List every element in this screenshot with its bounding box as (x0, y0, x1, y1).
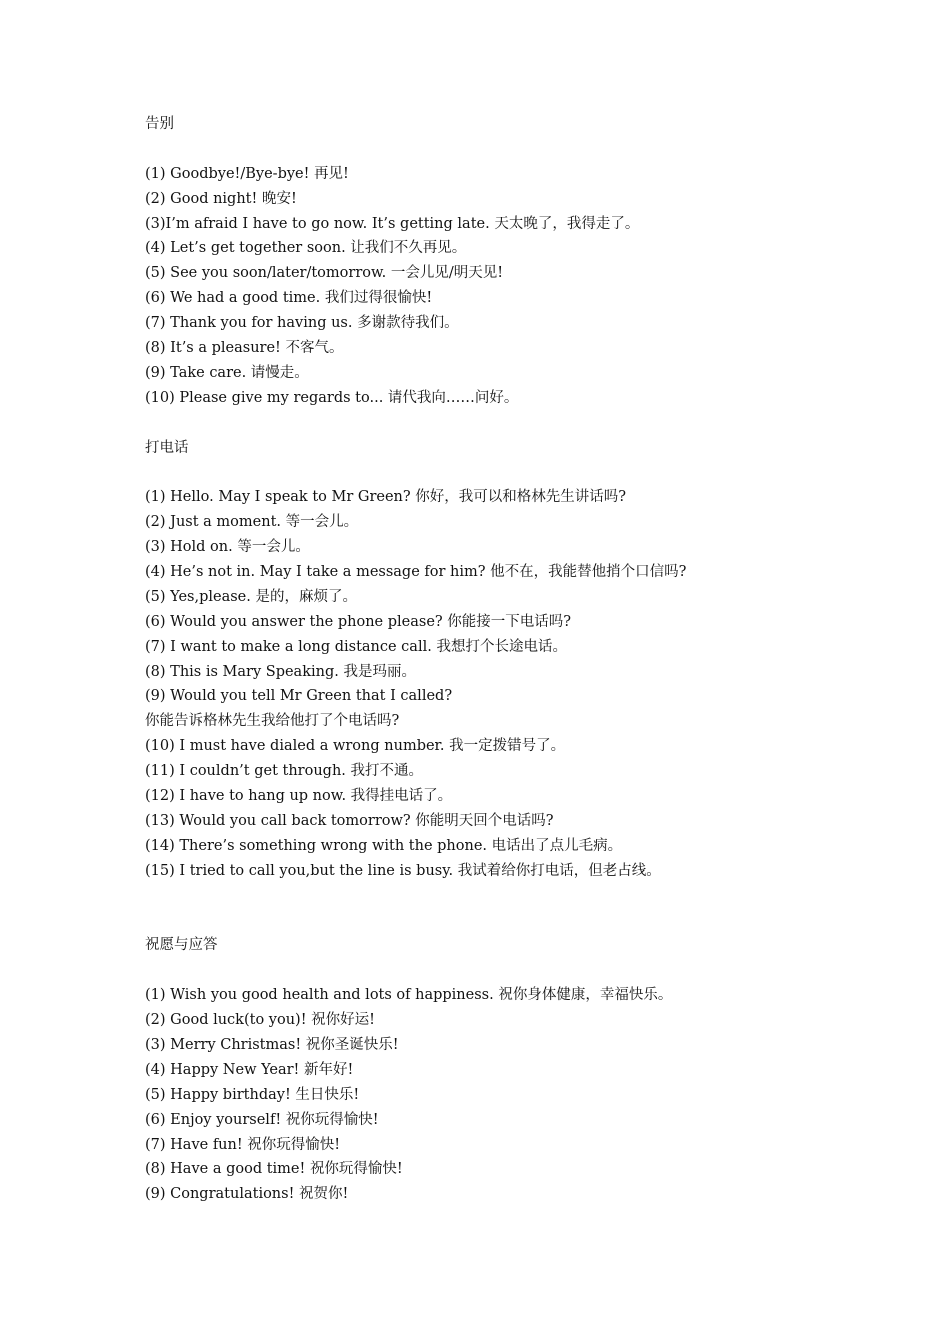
phrase-line: (2) Good luck(to you)! 祝你好运! (145, 1012, 375, 1029)
phrase-line: (5) Happy birthday! 生日快乐! (145, 1086, 360, 1103)
phrase-line: (14) There’s something wrong with the phone. 电话出了点儿毛病。 (145, 837, 623, 854)
phrase-line: (7) I want to make a long distance call. 我想打个长途电话。 (145, 638, 567, 655)
section-title: 告别 (145, 116, 174, 132)
phrase-line: (4) Let’s get together soon. 让我们不久再见。 (145, 240, 467, 257)
phrase-line: (4) He’s not in. May I take a message for him? 他不在，我能替他捎个口信吗? (145, 564, 687, 581)
phrase-line: (6) Enjoy yourself! 祝你玩得愉快! (145, 1111, 379, 1128)
section-title: 祝愿与应答 (145, 937, 218, 954)
section-spacer (145, 411, 935, 436)
phrase-line: (2) Just a moment. 等一会儿。 (145, 514, 359, 531)
phrase-line: (2) Good night! 晚安! (145, 190, 297, 207)
phrase-line: (8) This is Mary Speaking. 我是玛丽。 (145, 663, 416, 680)
phrase-line: (1) Hello. May I speak to Mr Green? 你好，我可以和格林先生讲话吗? (145, 489, 627, 506)
phrase-line: (8) It’s a pleasure! 不客气。 (145, 340, 344, 357)
phrase-line: (8) Have a good time! 祝你玩得愉快! (145, 1161, 403, 1178)
phrase-line: (9) Take care. 请慢走。 (145, 364, 309, 381)
section-wishes (145, 933, 935, 1207)
phrase-line: (13) Would you call back tomorrow? 你能明天回个电话吗? (145, 812, 554, 829)
phrase-line: (9) Congratulations! 祝贺你! (145, 1186, 349, 1203)
phrase-line: 你能告诉格林先生我给他打了个电话吗? (145, 713, 400, 730)
phrase-line: (15) I tried to call you,but the line is busy. 我试着给你打电话，但老占线。 (145, 862, 661, 879)
section-spacer (145, 884, 935, 934)
phrase-line: (3)I’m afraid I have to go now. It’s getting late. 天太晚了，我得走了。 (145, 215, 640, 232)
phrase-line: (1) Wish you good health and lots of happiness. 祝你身体健康，幸福快乐。 (145, 987, 673, 1004)
phrase-line: (6) We had a good time. 我们过得很愉快! (145, 290, 433, 307)
section-telephone (145, 436, 935, 884)
section-title: 打电话 (145, 439, 189, 456)
phrase-line: (5) See you soon/later/tomorrow. 一会儿见/明天见! (145, 265, 504, 282)
phrase-line: (9) Would you tell Mr Green that I called? (145, 688, 453, 705)
phrase-line: (7) Thank you for having us. 多谢款待我们。 (145, 315, 459, 332)
section-farewell (145, 112, 935, 411)
phrase-line: (3) Hold on. 等一会儿。 (145, 539, 310, 556)
phrase-line: (6) Would you answer the phone please? 你能接一下电话吗? (145, 613, 572, 630)
phrase-line: (3) Merry Christmas! 祝你圣诞快乐! (145, 1036, 399, 1053)
phrase-line: (10) Please give my regards to... 请代我向……问好。 (145, 389, 519, 406)
phrase-line: (1) Goodbye!/Bye-bye! 再见! (145, 165, 349, 182)
phrase-line: (4) Happy New Year! 新年好! (145, 1061, 354, 1078)
phrase-line: (5) Yes,please. 是的，麻烦了。 (145, 588, 357, 605)
phrase-line: (12) I have to hang up now. 我得挂电话了。 (145, 788, 453, 805)
phrase-line: (10) I must have dialed a wrong number. 我一定拨错号了。 (145, 738, 566, 755)
phrase-line: (11) I couldn’t get through. 我打不通。 (145, 763, 424, 780)
phrase-line: (7) Have fun! 祝你玩得愉快! (145, 1136, 341, 1153)
document-page (145, 112, 935, 1207)
